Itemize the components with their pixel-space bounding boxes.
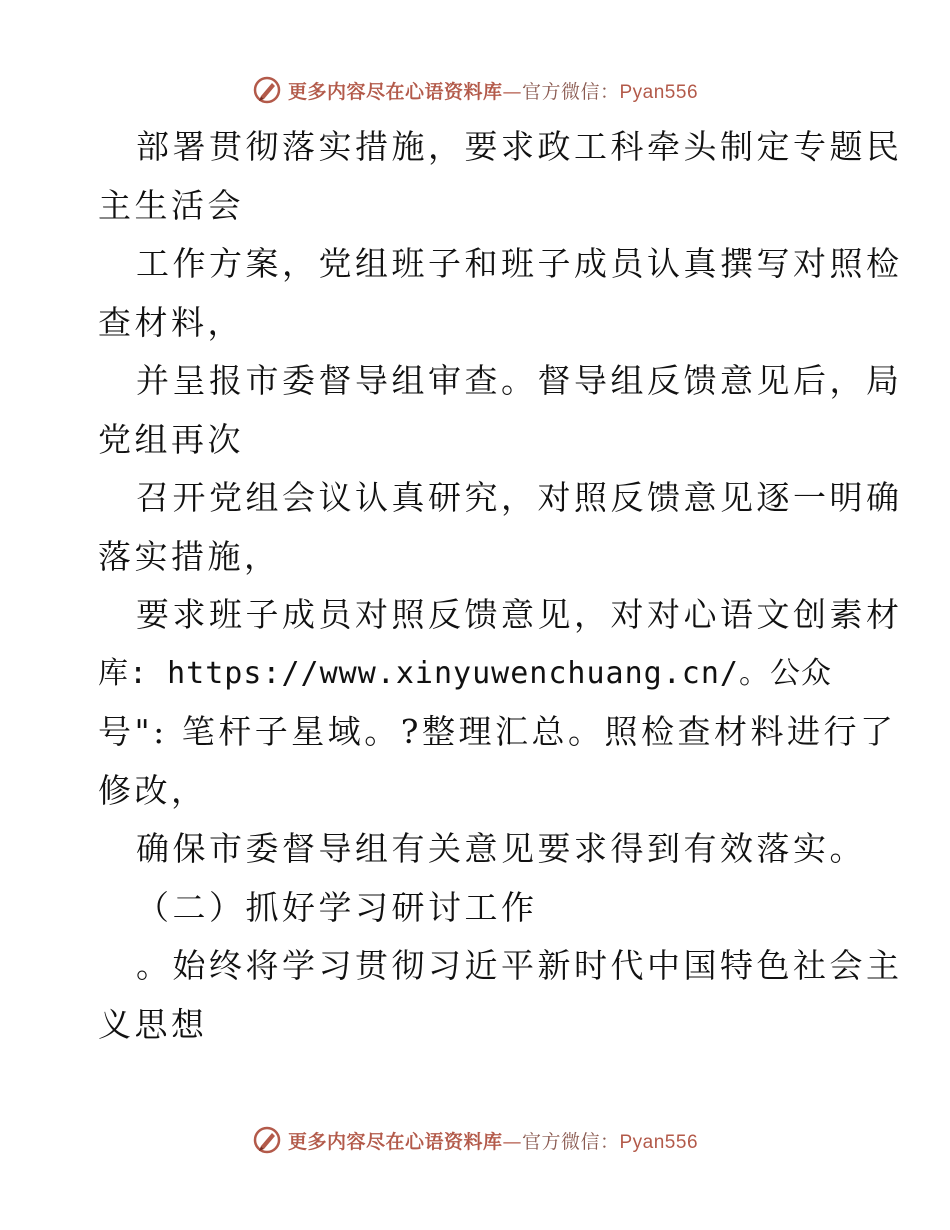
footer-banner [0,1120,950,1160]
banner-text [288,77,698,104]
text-line: 党组再次 [98,419,244,459]
text-line: 工作方案，党组班子和班子成员认真撰写对照检 [136,244,903,283]
text-line: 部署贯彻落实措施，要求政工科牵头制定专题民 [136,127,903,166]
banner-account: Pyan556 [619,81,699,103]
banner-brand: 更多内容尽在心语资料库 [287,80,503,103]
banner-brand: 更多内容尽在心语资料库 [287,1130,503,1153]
banner-text [288,1127,698,1154]
section-heading: （二）抓好学习研讨工作 [136,887,538,927]
banner-separator: — [502,80,522,103]
document-body [98,118,903,1054]
text-line: 义思想 [98,1004,208,1044]
text-line: 号": 笔杆子星域。?整理汇总。照检查材料进行了 [98,712,897,751]
text-line: 主生活会 [98,185,244,225]
banner-label: 官方微信： [521,1130,620,1153]
text-line: 要求班子成员对照反馈意见，对对心语文创素材 [136,595,903,634]
banner-separator: — [502,1130,522,1153]
text-line: 召开党组会议认真研究，对照反馈意见逐一明确 [136,478,903,517]
url-line: 库: https://www.xinyuwenchuang.cn/。公众 [98,655,832,691]
text-line: 落实措施， [98,536,281,576]
text-line: 确保市委督导组有关意见要求得到有效落实。 [136,829,866,868]
writing-pen-icon [252,1125,282,1155]
text-line: 并呈报市委督导组审查。督导组反馈意见后，局 [136,361,903,400]
header-banner [0,70,950,110]
banner-label: 官方微信： [521,80,620,103]
writing-pen-icon [252,75,282,105]
text-line: 查材料， [98,302,244,342]
text-line: 修改， [98,770,208,810]
text-line: 。始终将学习贯彻习近平新时代中国特色社会主 [136,946,903,985]
banner-account: Pyan556 [619,1131,699,1153]
